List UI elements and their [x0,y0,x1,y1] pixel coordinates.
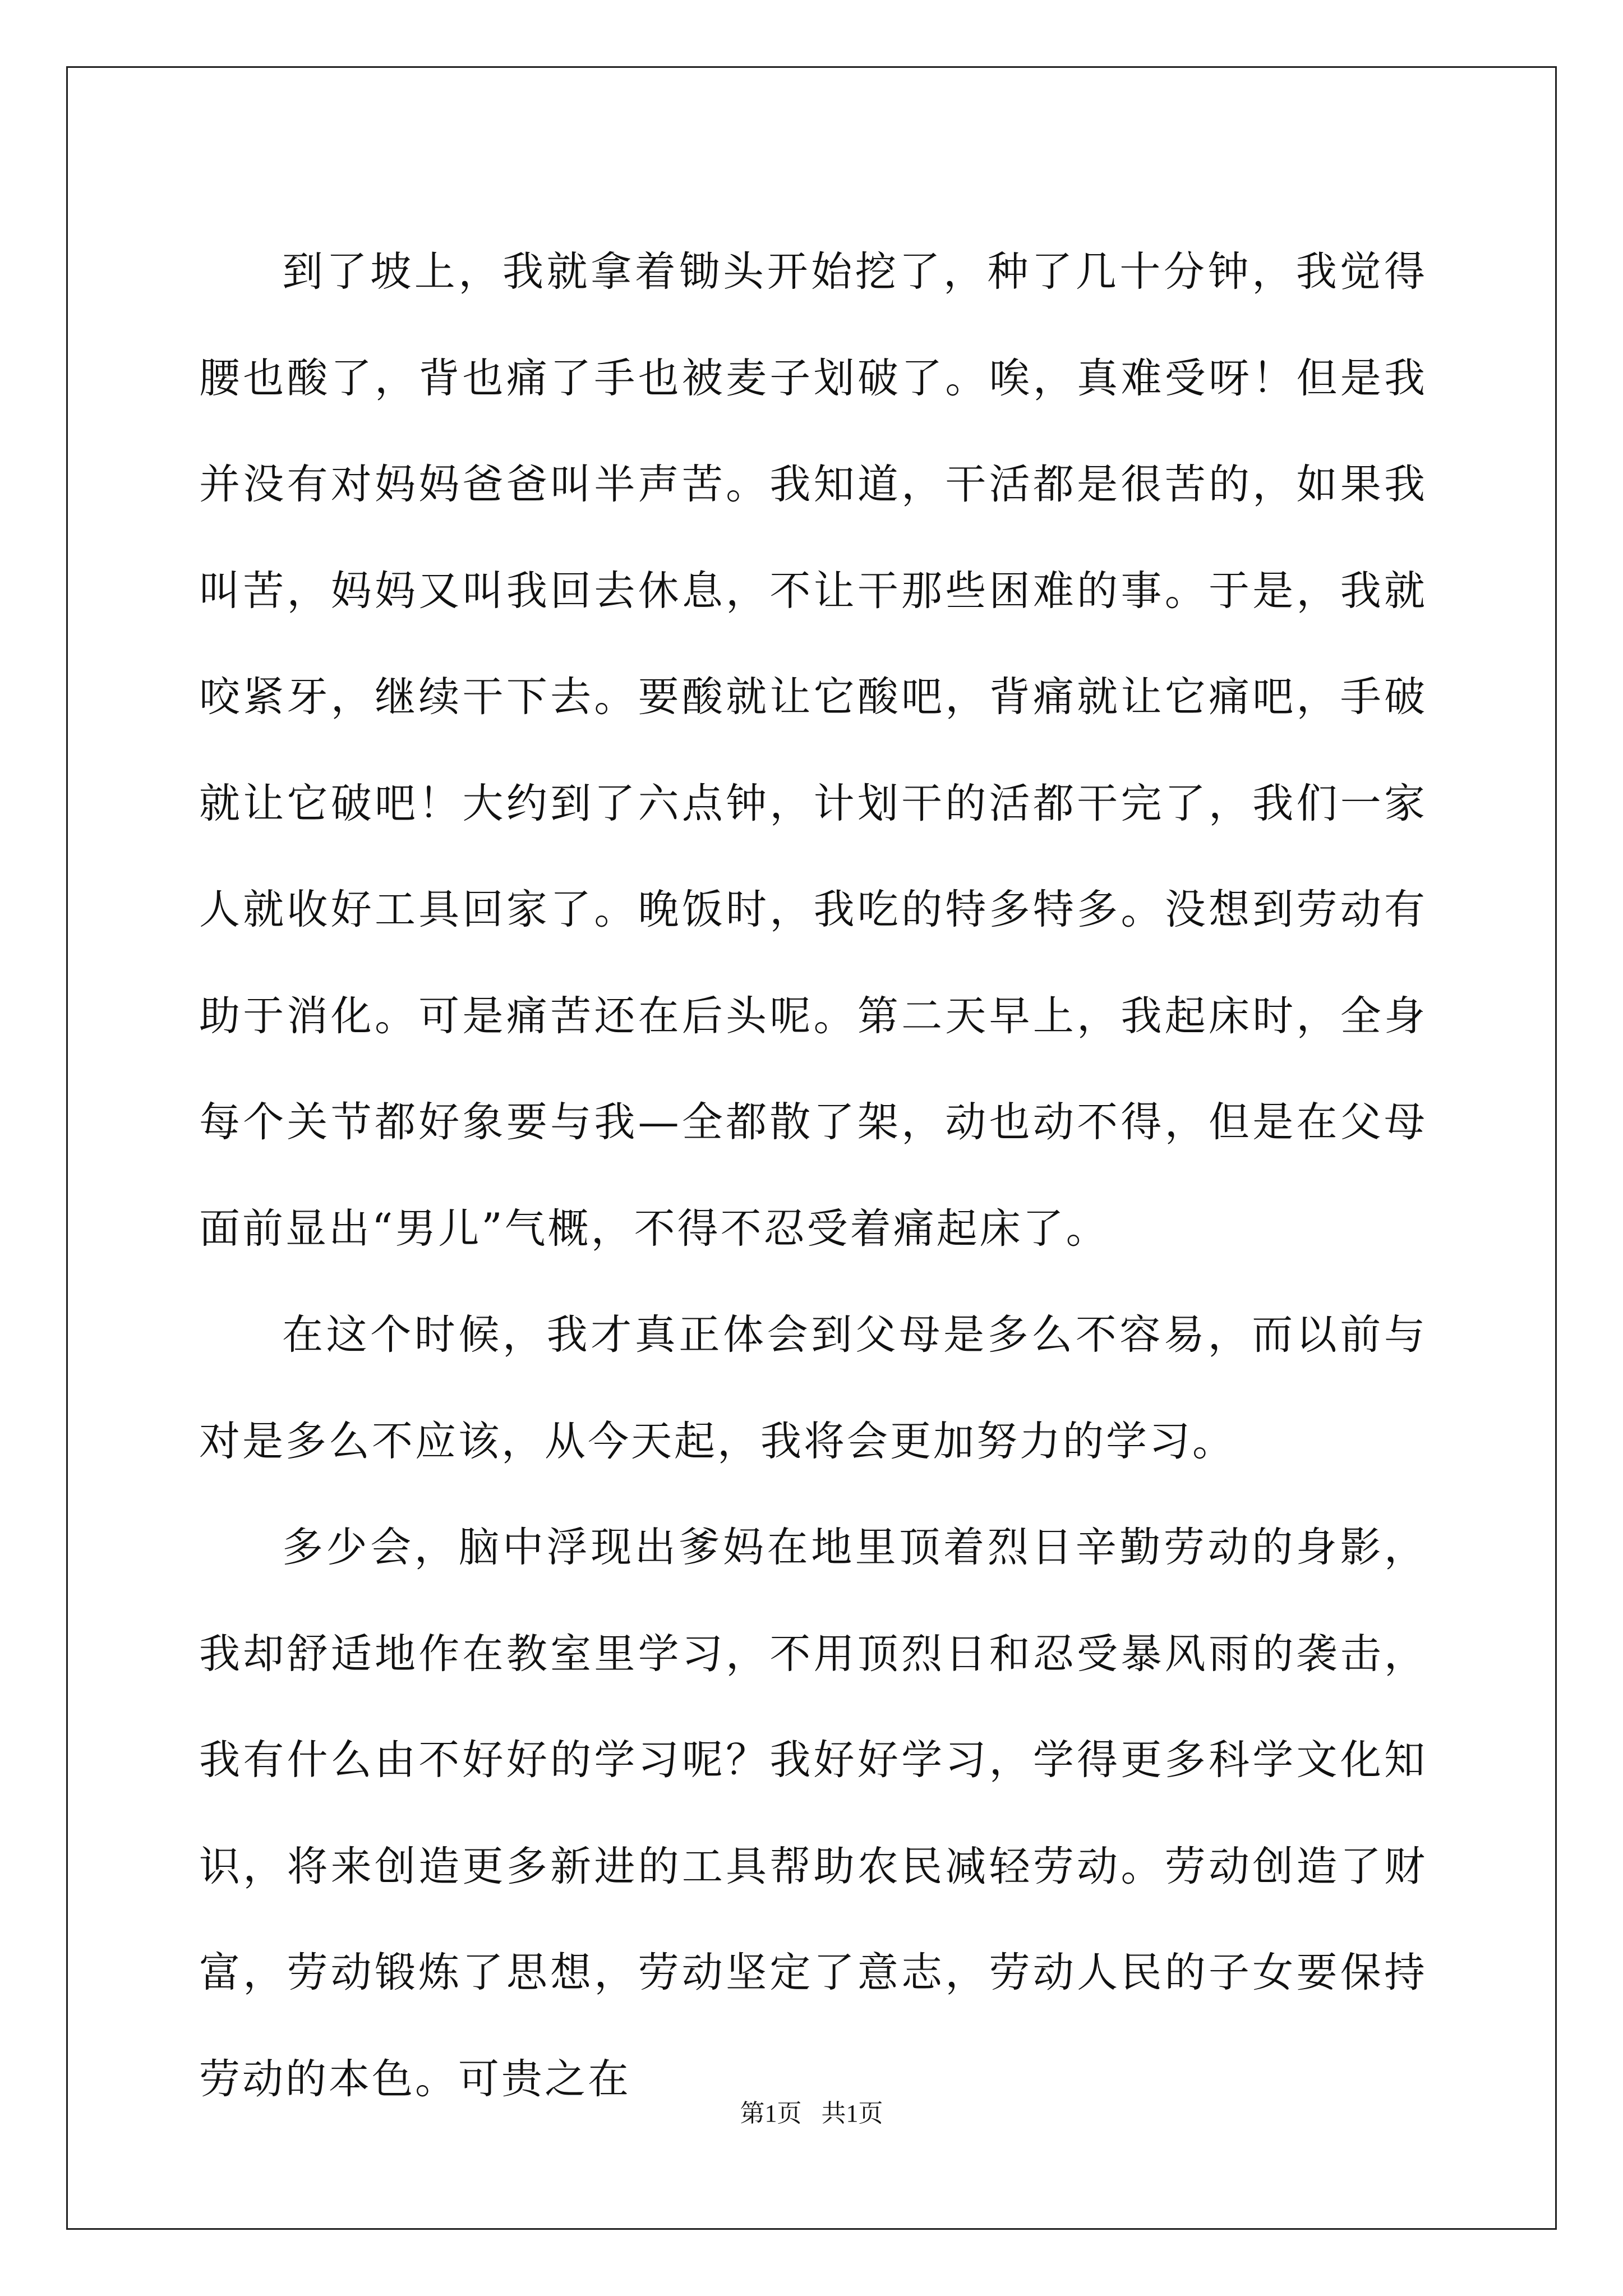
document-body [199,219,1427,2132]
paragraph-1: 到了坡上，我就拿着锄头开始挖了，种了几十分钟，我觉得腰也酸了，背也痛了手也被麦子划破了。唉，真难受呀！但是我并没有对妈妈爸爸叫半声苦。我知道，干活都是很苦的，如果我叫苦，妈妈又叫我回去休息，不让干那些困难的事。于是，我就咬紧牙，继续干下去。要酸就让它酸吧，背痛就让它痛吧，手破就让它破吧！大约到了六点钟，计划干的活都干完了，我们一家人就收好工具回家了。晚饭时，我吃的特多特多。没想到劳动有助于消化。可是痛苦还在后头呢。第二天早上，我起床时，全身每个关节都好象要与我—全都散了架，动也动不得，但是在父母面前显出“男儿”气概，不得不忍受着痛起床了。 [199,248,1427,1253]
paragraph-2: 在这个时候，我才真正体会到父母是多么不容易，而以前与对是多么不应该，从今天起，我将会更加努力的学习。 [199,1311,1427,1465]
page-number-current: 第1页 [740,2100,802,2127]
page-footer [0,2097,1623,2131]
paragraph-3: 多少会，脑中浮现出爹妈在地里顶着烈日辛勤劳动的身影，我却舒适地作在教室里学习，不用顶烈日和忍受暴风雨的袭击，我有什么由不好好的学习呢？我好好学习，学得更多科学文化知识，将来创造更多新进的工具帮助农民减轻劳动。劳动创造了财富，劳动锻炼了思想，劳动坚定了意志，劳动人民的子女要保持劳动的本色。可贵之在 [199,1524,1427,2103]
page-number-total: 共1页 [821,2100,883,2127]
